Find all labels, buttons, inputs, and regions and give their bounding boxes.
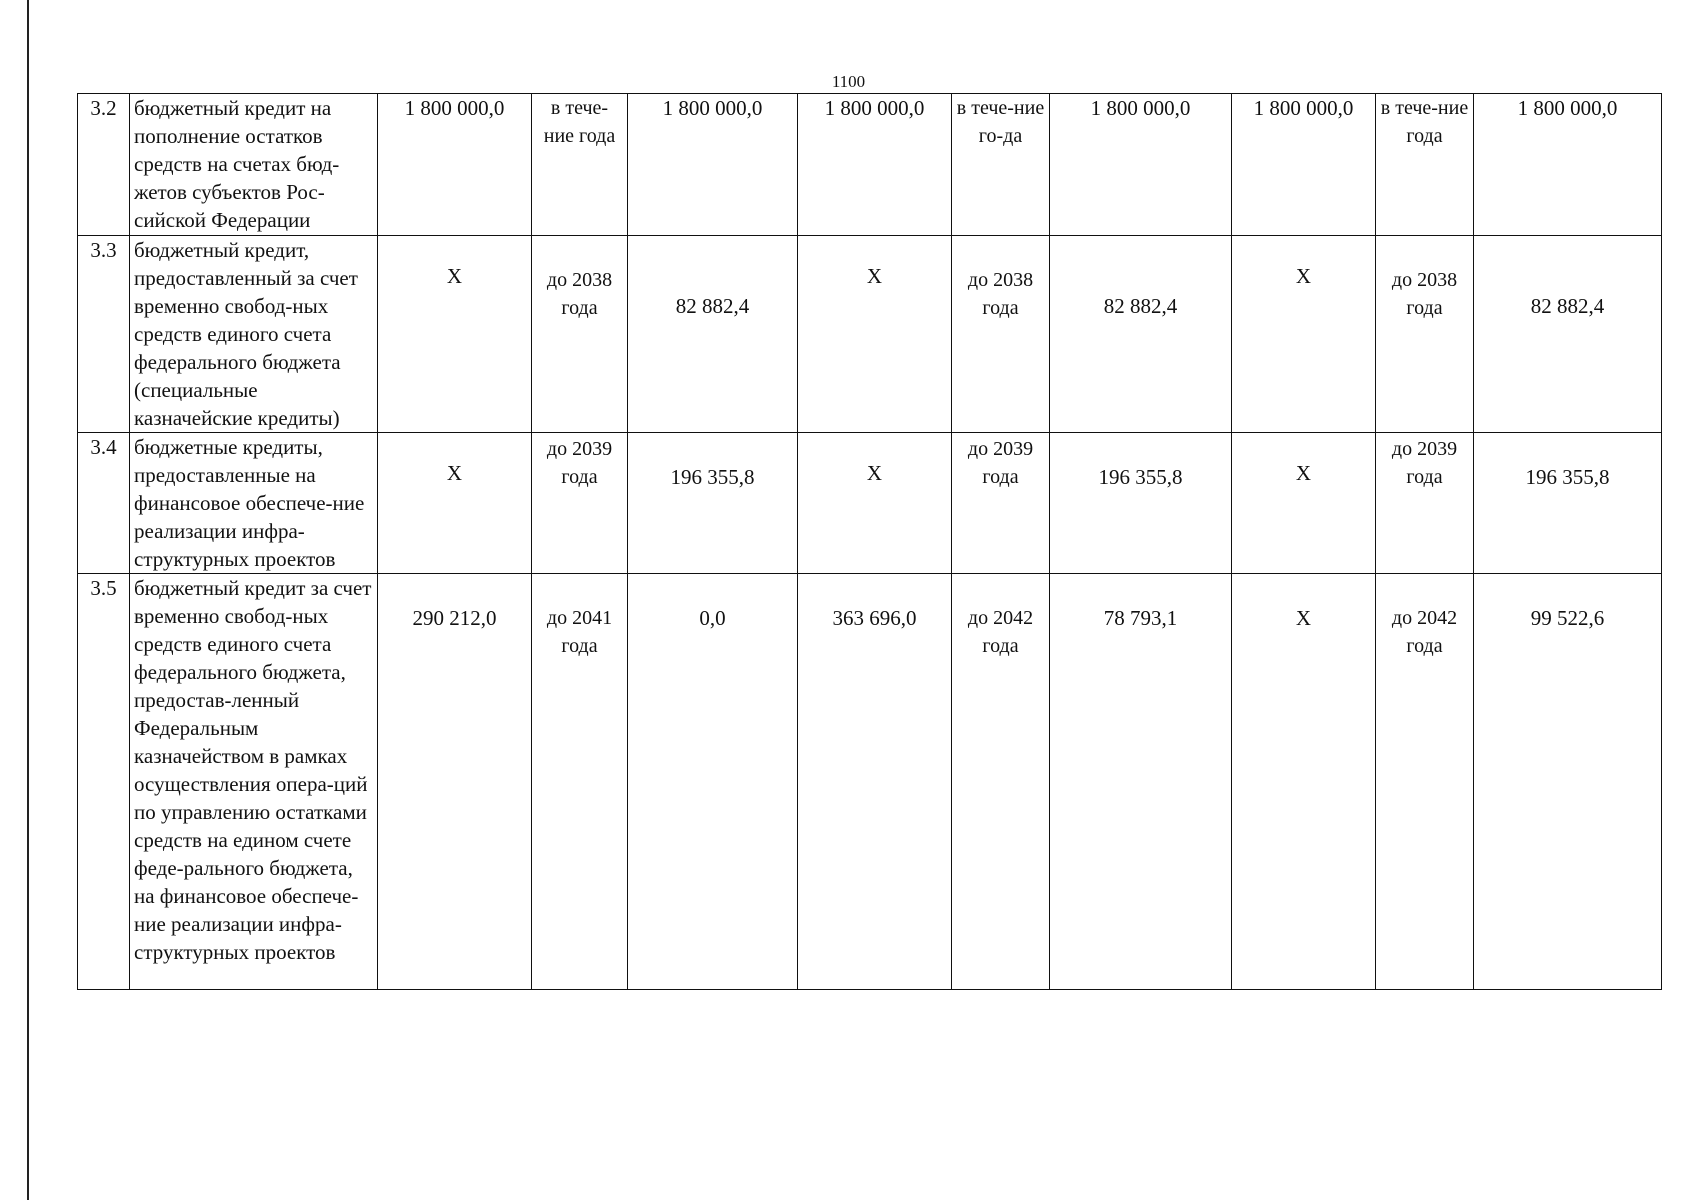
- cell-amount-1: 1 800 000,0: [378, 94, 532, 236]
- row-description: бюджетный кредит, предоставленный за счет временно свобод-ных средств единого счета федерального бюджета (специальные казначейские кредиты): [130, 236, 378, 433]
- cell-amount-4: 78 793,1: [1050, 574, 1232, 990]
- cell-term-1: в тече-ние года: [532, 94, 628, 236]
- cell-term-2: до 2042 года: [952, 574, 1050, 990]
- table-row: [78, 236, 1662, 433]
- cell-amount-1: X: [378, 433, 532, 574]
- cell-term-3: до 2038 года: [1376, 236, 1474, 433]
- row-description: бюджетный кредит на пополнение остатков средств на счетах бюд-жетов субъектов Рос-сийской Федерации: [130, 94, 378, 236]
- cell-amount-2: 1 800 000,0: [628, 94, 798, 236]
- cell-term-2: в тече-ние го-да: [952, 94, 1050, 236]
- cell-term-1: до 2038 года: [532, 236, 628, 433]
- cell-amount-3: X: [798, 433, 952, 574]
- cell-amount-3: 363 696,0: [798, 574, 952, 990]
- cell-amount-2: 82 882,4: [628, 236, 798, 433]
- cell-amount-2: 196 355,8: [628, 433, 798, 574]
- cell-amount-6: 196 355,8: [1474, 433, 1662, 574]
- cell-term-3: до 2042 года: [1376, 574, 1474, 990]
- cell-amount-6: 1 800 000,0: [1474, 94, 1662, 236]
- row-description: бюджетный кредит за счет временно свобод-ных средств единого счета федерального бюджета, предостав-ленный Федеральным казначейством в рамках осуществления опера-ций по управлению остатками средств на едином счете феде-рального бюджета, на финансовое обеспече-ние реализации инфра-структурных проектов: [130, 574, 378, 990]
- cell-term-1: до 2041 года: [532, 574, 628, 990]
- cell-amount-5: X: [1232, 574, 1376, 990]
- cell-amount-4: 196 355,8: [1050, 433, 1232, 574]
- table-row: [78, 433, 1662, 574]
- cell-term-3: до 2039 года: [1376, 433, 1474, 574]
- cell-amount-6: 82 882,4: [1474, 236, 1662, 433]
- cell-amount-4: 82 882,4: [1050, 236, 1232, 433]
- row-number: 3.4: [78, 433, 130, 574]
- row-number: 3.5: [78, 574, 130, 990]
- cell-amount-1: 290 212,0: [378, 574, 532, 990]
- cell-amount-1: X: [378, 236, 532, 433]
- cell-term-3: в тече-ние года: [1376, 94, 1474, 236]
- cell-amount-3: 1 800 000,0: [798, 94, 952, 236]
- budget-credit-table: [77, 93, 1662, 990]
- cell-amount-5: 1 800 000,0: [1232, 94, 1376, 236]
- table-row: [78, 574, 1662, 990]
- cell-term-2: до 2038 года: [952, 236, 1050, 433]
- cell-amount-2: 0,0: [628, 574, 798, 990]
- cell-amount-4: 1 800 000,0: [1050, 94, 1232, 236]
- cell-amount-6: 99 522,6: [1474, 574, 1662, 990]
- table-row: [78, 94, 1662, 236]
- cell-term-1: до 2039 года: [532, 433, 628, 574]
- row-description: бюджетные кредиты, предоставленные на финансовое обеспече-ние реализации инфра-структурных проектов: [130, 433, 378, 574]
- cell-term-2: до 2039 года: [952, 433, 1050, 574]
- cell-amount-5: X: [1232, 236, 1376, 433]
- binding-line: [27, 0, 29, 1200]
- row-number: 3.3: [78, 236, 130, 433]
- row-number: 3.2: [78, 94, 130, 236]
- page-number: 1100: [831, 72, 866, 91]
- cell-amount-5: X: [1232, 433, 1376, 574]
- cell-amount-3: X: [798, 236, 952, 433]
